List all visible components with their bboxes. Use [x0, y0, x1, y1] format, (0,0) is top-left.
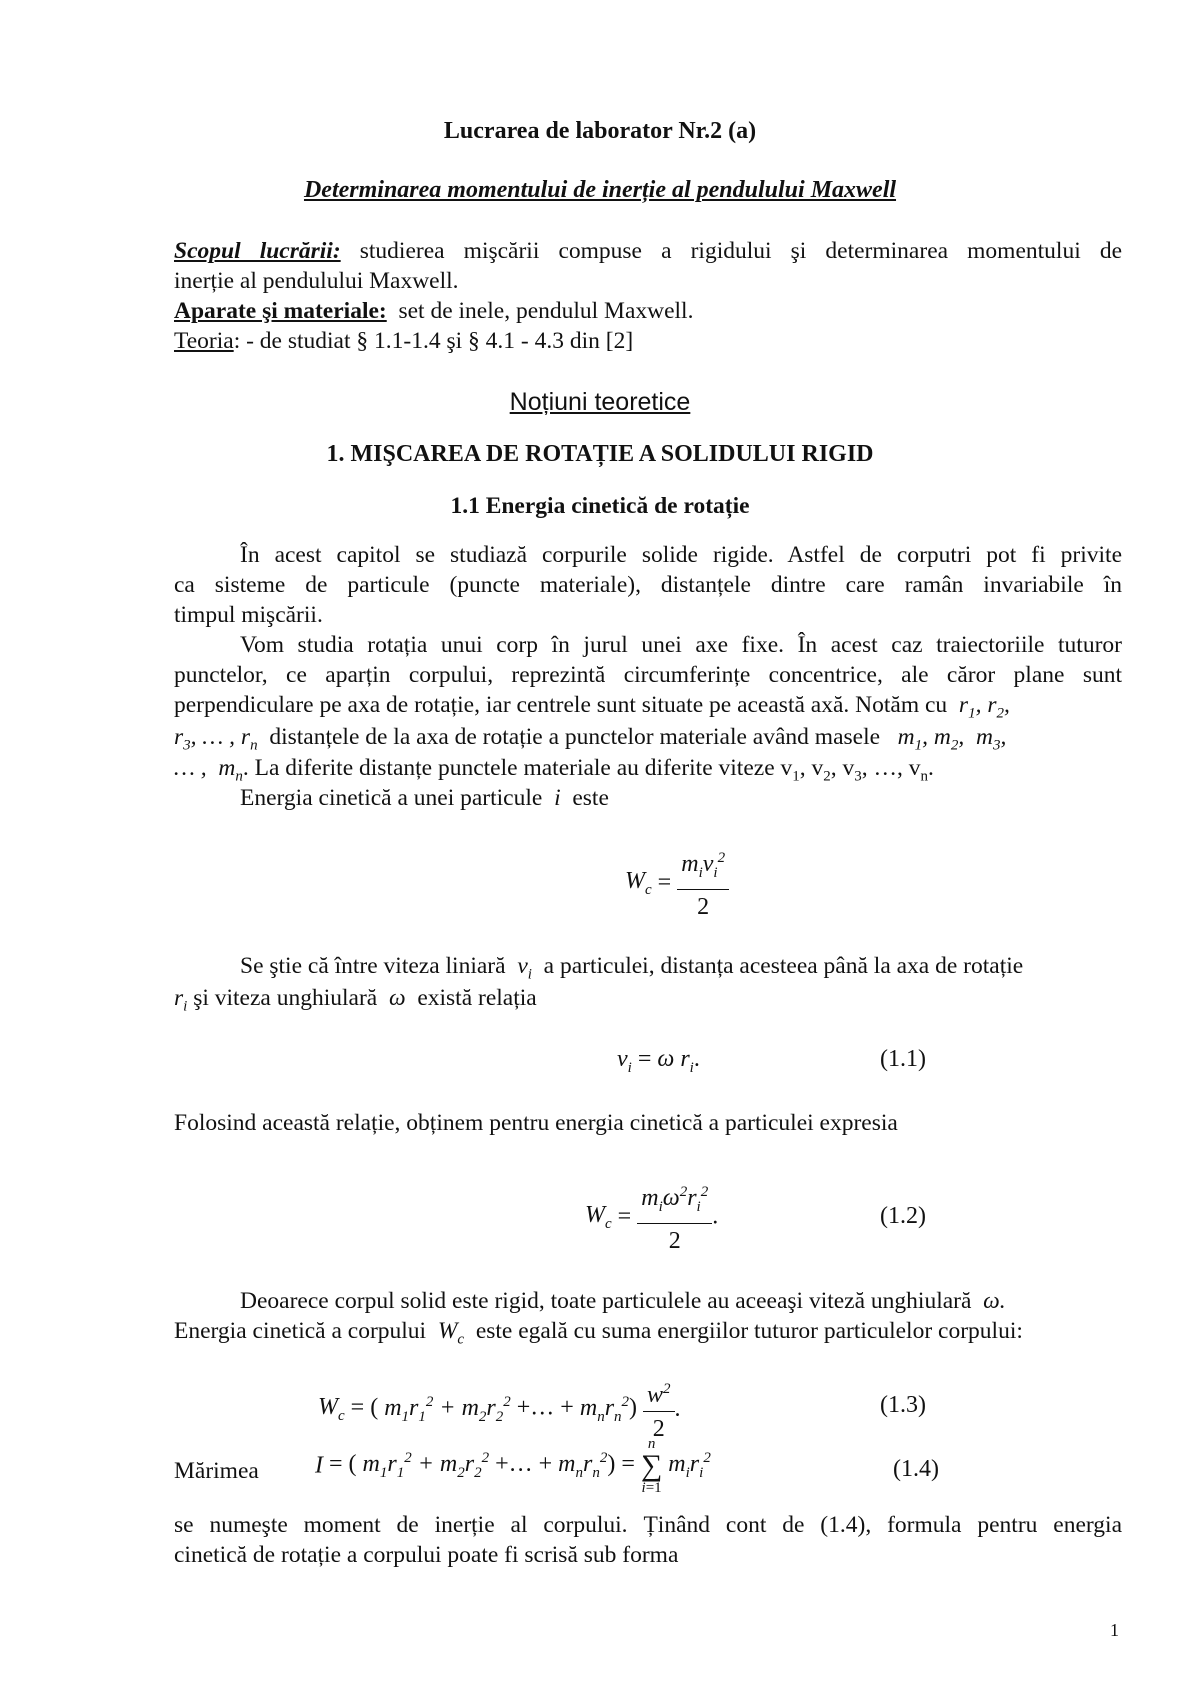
scope-label: Scopul lucrării:	[174, 238, 341, 264]
document-title: Lucrarea de laborator Nr.2 (a)	[443, 118, 757, 144]
page-number: 1	[1110, 1620, 1119, 1640]
chapter-heading: 1. MIŞCAREA DE ROTAȚIE A SOLIDULUI RIGID	[326, 441, 874, 467]
p1-line-1: În acest capitol se studiază corpurile solide rigide. Astfel de corputri pot fi privite	[240, 542, 1122, 568]
p4-text-2a: şi viteza unghiulară	[193, 985, 378, 1011]
p2-line-2: punctelor, ce aparțin corpului, reprezintă circumferințe concentrice, ale căror plane sunt	[174, 662, 1122, 688]
subsection-heading: 1.1 Energia cinetică de rotație	[450, 493, 750, 519]
section-notions: Noțiuni teoretice	[509, 388, 691, 416]
apparatus-label: Aparate şi materiale:	[174, 298, 387, 324]
scope-line-1	[174, 236, 1122, 266]
p4-text-1b: a particulei, distanța acesteea până la axa de rotație	[543, 953, 1024, 979]
p1-line-3: timpul mişcării.	[174, 602, 323, 628]
scope-line-2: inerție al pendulului Maxwell.	[174, 268, 459, 294]
theory-line	[174, 326, 1122, 356]
document-subtitle: Determinarea momentului de inerție al pendulului Maxwell	[303, 177, 897, 203]
equation-number-1-2: (1.2)	[880, 1203, 926, 1229]
p2-line-3-text: perpendiculare pe axa de rotație, iar centrele sunt situate pe această axă. Notăm cu	[174, 692, 948, 718]
p4-text-2b: există relația	[417, 985, 537, 1011]
equation-number-1-1: (1.1)	[880, 1046, 926, 1072]
p6-line-1: Deoarece corpul solid este rigid, toate particulele au aceeaşi viteză unghiulară ω.	[240, 1288, 1006, 1314]
p2-line-5-text: La diferite distanțe punctele materiale au diferite viteze v	[254, 755, 793, 781]
apparatus-text: set de inele, pendulul Maxwell.	[398, 298, 694, 324]
p5-line: Folosind această relație, obținem pentru energia cinetică a particulei expresia	[174, 1110, 898, 1136]
p3-line: Energia cinetică a unei particule i este	[240, 785, 609, 811]
p6-text-1: Deoarece corpul solid este rigid, toate particulele au aceeaşi viteză unghiulară	[240, 1288, 972, 1314]
p2-line-3: perpendiculare pe axa de rotație, iar centrele sunt situate pe această axă. Notăm cu $r_1$, $r_2$,	[174, 692, 1010, 722]
p2-line-5: … , $m_n$. La diferite distanțe punctele materiale au diferite viteze $v_1$, $v_2$, $v_3$, …, $v_n$.	[174, 755, 934, 785]
formula-1-2: $W_c$ = $\frac{m_i\omega^2r_i^2}{2}$ .	[585, 1176, 718, 1258]
p4-text-1a: Se ştie că între viteza liniară	[240, 953, 506, 979]
p4-line-2: $r_i$ şi viteza unghiulară ω există relația	[174, 985, 537, 1015]
p4-line-1: Se ştie că între viteza liniară $v_i$ a particulei, distanța acesteea până la axa de rotație	[240, 953, 1024, 983]
p3-end: este	[572, 785, 609, 811]
equation-number-1-4: (1.4)	[893, 1456, 939, 1482]
theory-text: : - de studiat § 1.1-1.4 şi § 4.1 - 4.3 din [2]	[233, 328, 634, 354]
p1-line-2: ca sisteme de particule (puncte materiale), distanțele dintre care ramân invariabile în	[174, 572, 1122, 598]
theory-label: Teoria	[174, 328, 234, 354]
p6-line-2: Energia cinetică a corpului $W_c$ este egală cu suma energiilor tuturor particulelor corpului:	[174, 1318, 1023, 1348]
formula-1-3: $W_c$ = ( $m_1r_1^2 + m_2r_2^2$ +… + $m_nr_n^2$) $\frac{w^2}{2}$ .	[318, 1373, 681, 1446]
p6-text-2a: Energia cinetică a corpului	[174, 1318, 427, 1344]
formula-1-4: I = ( $m_1r_1^2 + m_2r_2^2$ +… + $m_nr_n^2) = n$ ∑ i=1 $m_ir_i^2$	[315, 1436, 711, 1496]
formula-1-1: $v_i = \omega$ $r_i$.	[617, 1046, 700, 1076]
p2-line-4: $r_3$, … , $r_n$ distanțele de la axa de rotație a punctelor materiale având masele $m_1$, $m_2$, $m_3$,	[174, 724, 1007, 754]
p3-text: Energia cinetică a unei particule	[240, 785, 543, 811]
p2-line-1: Vom studia rotația unui corp în jurul unei axe fixe. În acest caz traiectoriile tuturor	[240, 632, 1122, 658]
p6-text-2b: este egală cu suma energiilor tuturor particulelor corpului:	[475, 1318, 1023, 1344]
p7-line-1: se numeşte moment de inerție al corpului. Ținând cont de (1.4), formula pentru energia	[174, 1512, 1122, 1538]
equation-number-1-3: (1.3)	[880, 1392, 926, 1418]
scope-text-1: studierea mişcării compuse a rigidului şi determinarea momentului de	[359, 238, 1122, 264]
formula-kinetic-particle: $W_c$ = $\frac{m_iv_i^2}{2}$	[625, 842, 729, 924]
p7-line-2: cinetică de rotație a corpului poate fi scrisă sub forma	[174, 1542, 679, 1568]
magnitude-label: Mărimea	[174, 1458, 259, 1484]
p2-line-4-text: distanțele de la axa de rotație a punctelor materiale având masele	[269, 724, 881, 750]
apparatus-line	[174, 296, 1122, 326]
